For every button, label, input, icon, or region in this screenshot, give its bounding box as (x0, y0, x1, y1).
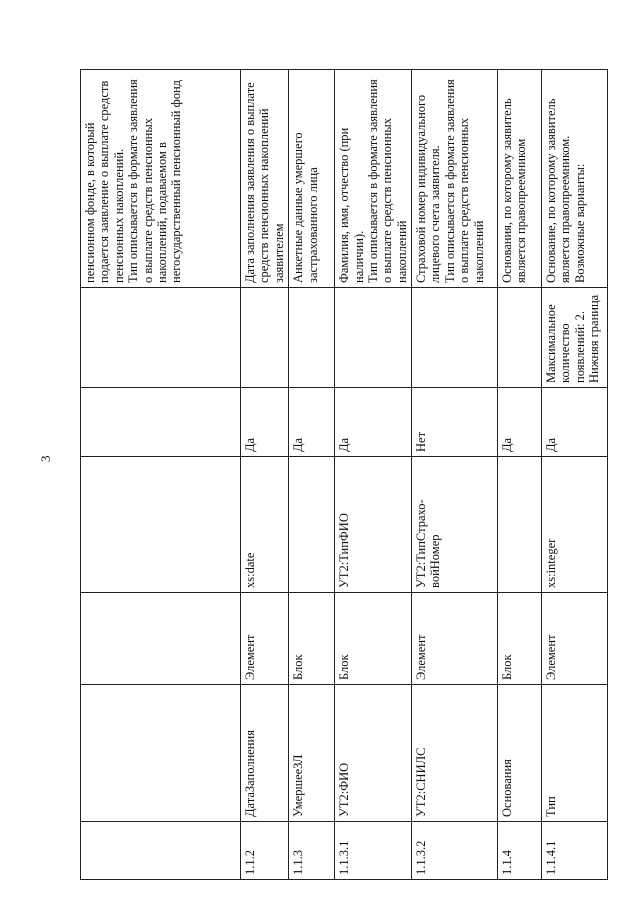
cell-type (289, 457, 335, 593)
cell-required: Да (498, 388, 542, 457)
cell-type: УТ2:ТипСтрахо-войНомер (412, 457, 498, 593)
cell-limits (335, 288, 412, 388)
cell-type (81, 457, 241, 593)
cell-number (81, 822, 241, 880)
cell-type: xs:date (241, 457, 289, 593)
page-number: 3 (38, 455, 53, 462)
table-row (542, 70, 608, 880)
cell-kind: Элемент (241, 593, 289, 685)
cell-limits (81, 288, 241, 388)
cell-required: Нет (412, 388, 498, 457)
cell-description: Страховой номер индивидуального лицевого счета заявителя. Тип описывается в формате заявления о выплате средств пенсионных накоплений (412, 70, 498, 288)
table-row (498, 70, 542, 880)
table-row (289, 70, 335, 880)
cell-kind: Блок (289, 593, 335, 685)
cell-kind: Блок (335, 593, 412, 685)
cell-type (498, 457, 542, 593)
cell-element-name: Основания (498, 685, 542, 822)
cell-element-name (81, 685, 241, 822)
cell-required (81, 388, 241, 457)
cell-element-name: УмершееЗЛ (289, 685, 335, 822)
table-row (335, 70, 412, 880)
cell-element-name: ДатаЗаполнения (241, 685, 289, 822)
cell-required: Да (289, 388, 335, 457)
cell-limits (241, 288, 289, 388)
cell-element-name: УТ2:ФИО (335, 685, 412, 822)
cell-limits (289, 288, 335, 388)
cell-description: Основания, по которому заявитель является правопреемником (498, 70, 542, 288)
cell-kind: Элемент (412, 593, 498, 685)
cell-number: 1.1.4.1 (542, 822, 608, 880)
cell-number: 1.1.3 (289, 822, 335, 880)
cell-limits: Максимальное количество появлений: 2. Нижняя граница (542, 288, 608, 388)
cell-kind: Элемент (542, 593, 608, 685)
cell-description: Фамилия, имя, отчество (при наличии). Тип описывается в формате заявления о выплате средств пенсионных накоплений (335, 70, 412, 288)
cell-type: УТ2:ТипФИО (335, 457, 412, 593)
schema-table (80, 69, 608, 880)
cell-required: Да (241, 388, 289, 457)
cell-number: 1.1.3.2 (412, 822, 498, 880)
cell-kind (81, 593, 241, 685)
cell-description: Основание, по которому заявитель является правопреемником. Возможные варианты: (542, 70, 608, 288)
cell-type: xs:integer (542, 457, 608, 593)
cell-required: Да (335, 388, 412, 457)
schema-table-rotated (80, 70, 600, 880)
cell-number: 1.1.3.1 (335, 822, 412, 880)
table-row (241, 70, 289, 880)
cell-required: Да (542, 388, 608, 457)
cell-element-name: Тип (542, 685, 608, 822)
cell-number: 1.1.2 (241, 822, 289, 880)
cell-description: Анкетные данные умершего застрахованного лица (289, 70, 335, 288)
cell-limits (498, 288, 542, 388)
cell-description: пенсионном фонде, в который подается заявление о выплате средств пенсионных накоплений. Тип описывается в формате заявления о выплате средств пенсионных накоплений, подаваемом в негосударственный пенсионный фонд (81, 70, 241, 288)
cell-limits (412, 288, 498, 388)
table-row (81, 70, 241, 880)
cell-kind: Блок (498, 593, 542, 685)
cell-description: Дата заполнения заявления о выплате средств пенсионных накоплений заявителем (241, 70, 289, 288)
cell-element-name: УТ2:СНИЛС (412, 685, 498, 822)
table-row (412, 70, 498, 880)
cell-number: 1.1.4 (498, 822, 542, 880)
